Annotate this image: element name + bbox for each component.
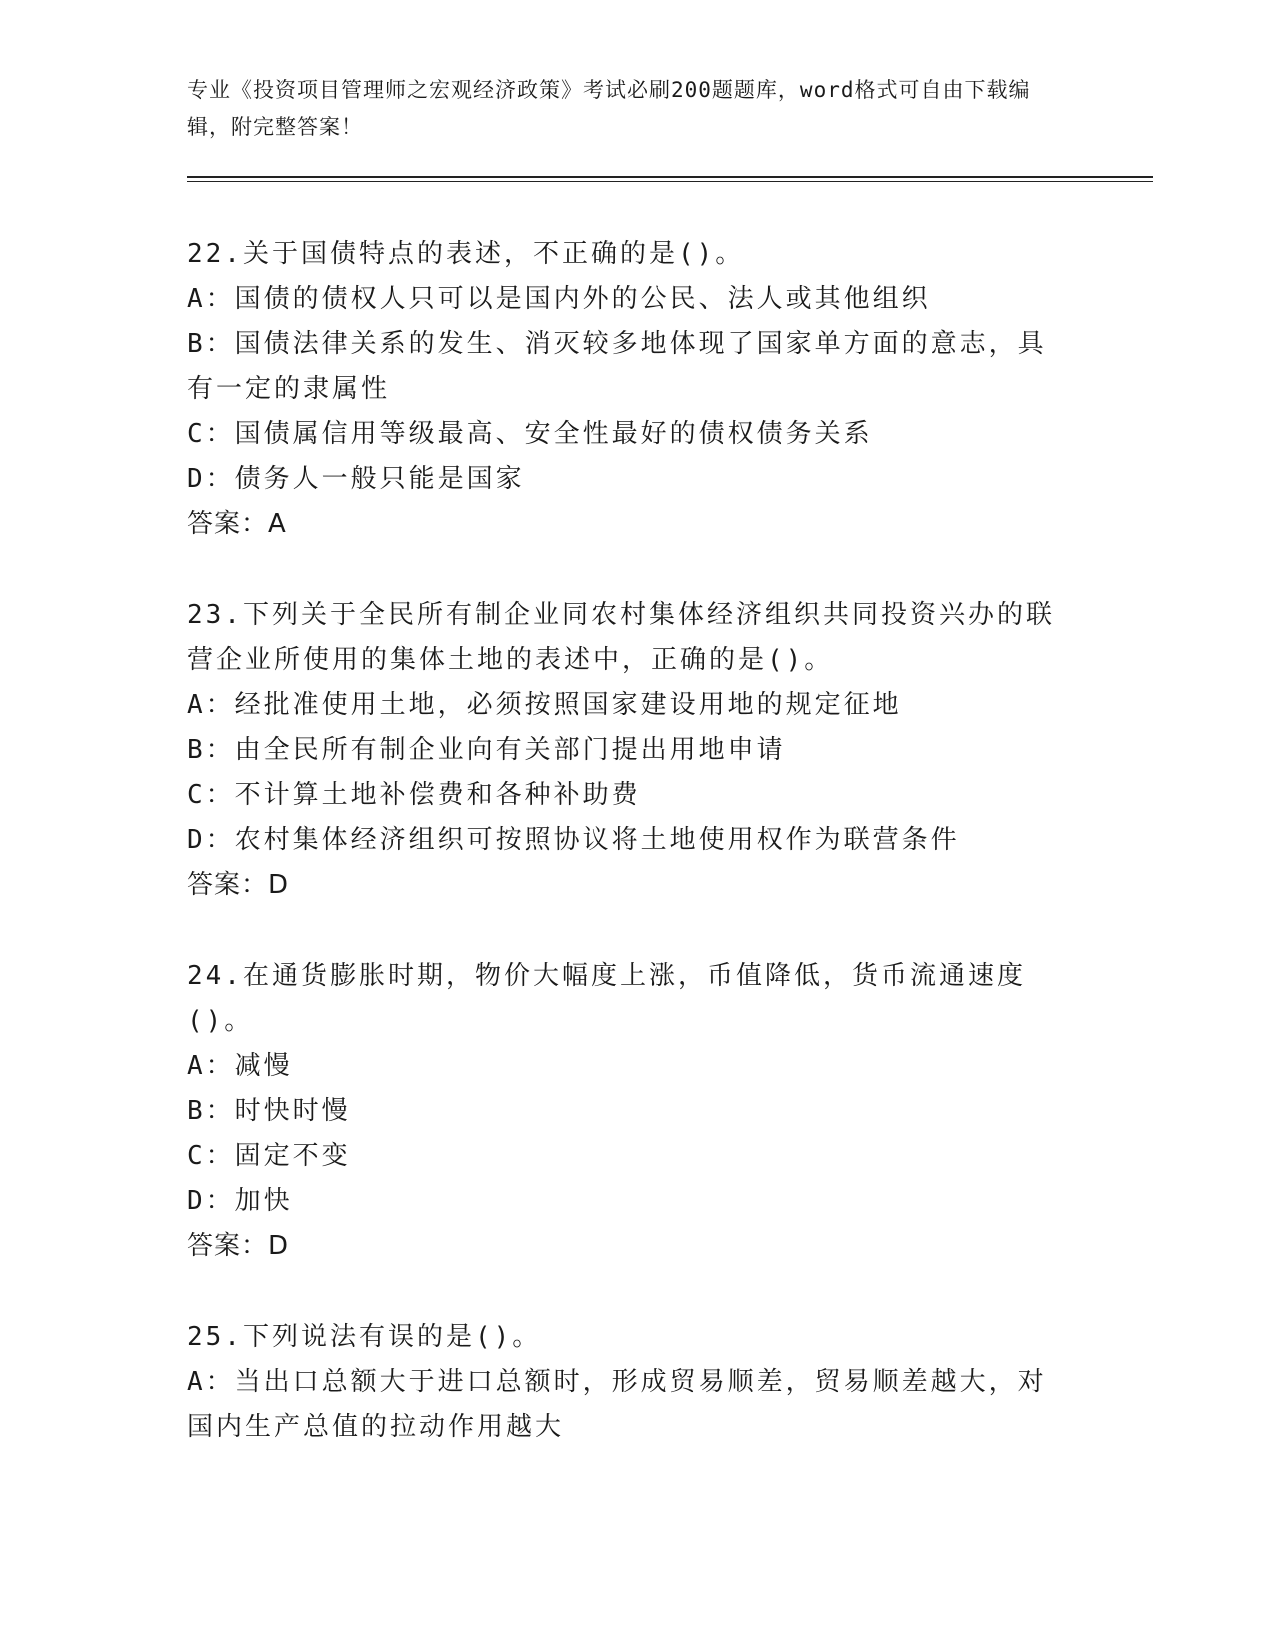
question-stem: 23.下列关于全民所有制企业同农村集体经济组织共同投资兴办的联营企业所使用的集体土地的表述中，正确的是()。 bbox=[187, 600, 1055, 675]
option-d: D：农村集体经济组织可按照协议将土地使用权作为联营条件 bbox=[187, 825, 960, 855]
option-a: A：经批准使用土地，必须按照国家建设用地的规定征地 bbox=[187, 690, 902, 720]
answer: 答案：D bbox=[187, 870, 290, 900]
question-list bbox=[187, 232, 1067, 1496]
question-24 bbox=[187, 954, 1067, 1269]
document-header: 专业《投资项目管理师之宏观经济政策》考试必刷200题题库，word格式可自由下载编辑，附完整答案！ bbox=[187, 78, 1031, 139]
option-b: B：由全民所有制企业向有关部门提出用地申请 bbox=[187, 735, 786, 765]
option-d: D：债务人一般只能是国家 bbox=[187, 464, 525, 494]
question-stem: 22.关于国债特点的表述，不正确的是()。 bbox=[187, 239, 745, 269]
option-a: A：减慢 bbox=[187, 1051, 293, 1081]
answer: 答案：D bbox=[187, 1231, 290, 1261]
question-stem: 25.下列说法有误的是()。 bbox=[187, 1322, 542, 1352]
option-a: A：当出口总额大于进口总额时，形成贸易顺差，贸易顺差越大，对国内生产总值的拉动作用越大 bbox=[187, 1367, 1047, 1442]
option-c: C：不计算土地补偿费和各种补助费 bbox=[187, 780, 641, 810]
answer: 答案：A bbox=[187, 509, 287, 539]
option-a: A：国债的债权人只可以是国内外的公民、法人或其他组织 bbox=[187, 284, 931, 314]
question-25 bbox=[187, 1315, 1067, 1450]
question-22 bbox=[187, 232, 1067, 547]
question-stem: 24.在通货膨胀时期，物价大幅度上涨，币值降低，货币流通速度()。 bbox=[187, 961, 1026, 1036]
option-b: B：国债法律关系的发生、消灭较多地体现了国家单方面的意志，具有一定的隶属性 bbox=[187, 329, 1047, 404]
option-b: B：时快时慢 bbox=[187, 1096, 351, 1126]
header-divider-thick bbox=[187, 176, 1153, 178]
header-divider-thin bbox=[187, 181, 1153, 182]
option-d: D：加快 bbox=[187, 1186, 293, 1216]
option-c: C：国债属信用等级最高、安全性最好的债权债务关系 bbox=[187, 419, 873, 449]
option-c: C：固定不变 bbox=[187, 1141, 351, 1171]
question-23 bbox=[187, 593, 1067, 908]
